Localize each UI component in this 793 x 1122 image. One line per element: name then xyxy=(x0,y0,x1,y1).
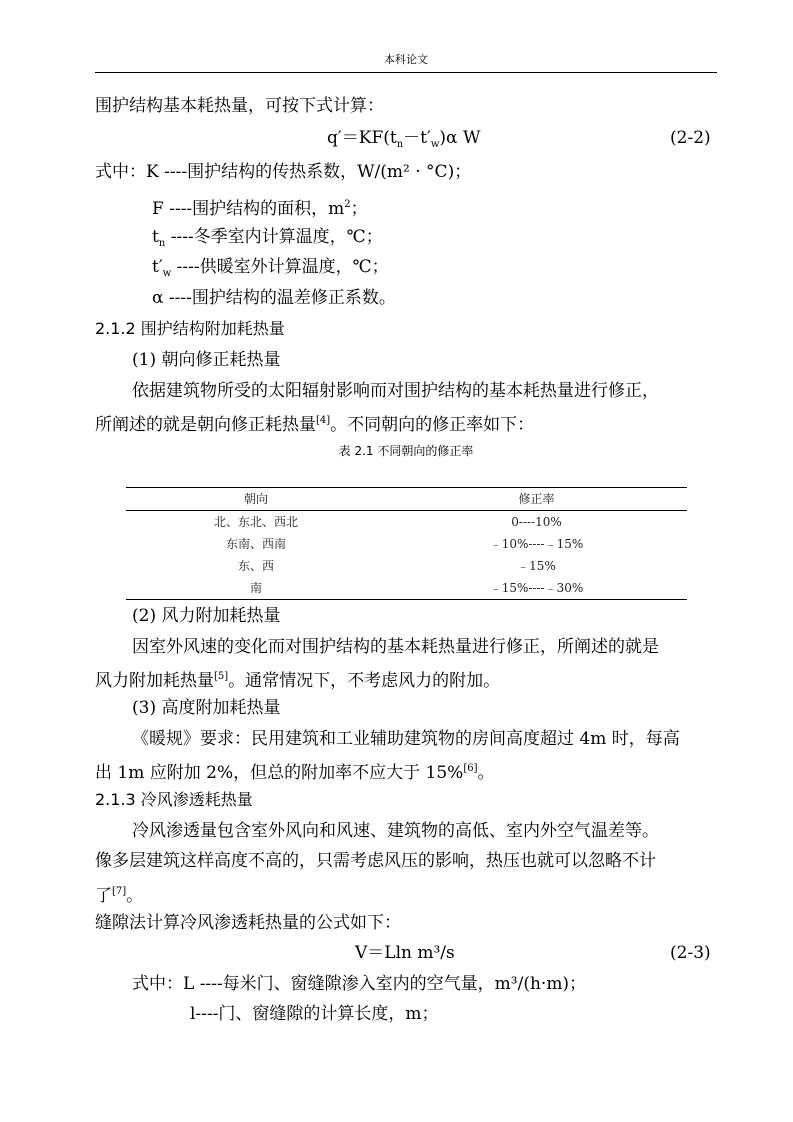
section-heading-2-1-3: 2.1.3 冷风渗透耗热量 xyxy=(95,790,253,809)
table-row xyxy=(126,511,687,534)
def-f: F ----围护结构的面积，$m^2$； xyxy=(152,199,368,219)
citation-6: [6] xyxy=(463,763,478,774)
intro-text: 围护结构基本耗热量，可按下式计算： xyxy=(95,96,384,116)
citation-4: [4] xyxy=(316,415,331,426)
item-orientation: (1) 朝向修正耗热量 xyxy=(132,350,281,370)
para-orientation-line1: 依据建筑物所受的太阳辐射影响而对围护结构的基本耗热量进行修正， xyxy=(132,381,659,401)
page-header: 本科论文 xyxy=(384,53,428,66)
citation-7: [7] xyxy=(112,886,127,897)
table-cell: 南 xyxy=(249,581,262,595)
table-cell: ﹣15%----﹣30% xyxy=(489,581,584,595)
item-height: (3) 高度附加耗热量 xyxy=(132,698,281,718)
def-tw: $t'_w$ ----供暖室外计算温度，℃； xyxy=(152,257,389,279)
column-header-correction-rate: 修正率 xyxy=(518,492,555,506)
column-header-orientation: 朝向 xyxy=(243,492,268,506)
para-infiltration-line3: 了[7]。 xyxy=(95,886,144,906)
equation-number-2-2: (2-2) xyxy=(670,128,711,148)
table-row xyxy=(126,577,687,600)
item-wind: (2) 风力附加耗热量 xyxy=(132,606,281,626)
para-crack-method: 缝隙法计算冷风渗透耗热量的公式如下： xyxy=(95,913,401,933)
table-cell: 东、西 xyxy=(237,559,274,573)
equation-number-2-3: (2-3) xyxy=(670,943,711,963)
section-heading-2-1-2: 2.1.2 围护结构附加耗热量 xyxy=(95,319,285,338)
table-cell: ﹣15% xyxy=(517,559,556,573)
table-cell: ﹣10%----﹣15% xyxy=(489,537,584,551)
para-height-line1: 《暖规》要求：民用建筑和工业辅助建筑物的房间高度超过 4m 时，每高 xyxy=(132,729,680,749)
table-row xyxy=(126,555,687,577)
para-wind-line2: 风力附加耗热量[5]。通常情况下，不考虑风力的附加。 xyxy=(95,671,501,691)
def-l-lower: l----门、窗缝隙的计算长度，m； xyxy=(190,1004,439,1024)
table-cell: 0----10% xyxy=(511,515,562,529)
equation-2-3: V＝Lln m³/s xyxy=(355,943,455,963)
table-row xyxy=(126,533,687,555)
def-alpha: α ----围护结构的温差修正系数。 xyxy=(152,288,396,308)
def-k: 式中：K ----围护结构的传热系数，W/(m² · °C)； xyxy=(95,162,472,182)
table-cell: 东南、西南 xyxy=(225,537,286,551)
def-l-upper: 式中：L ----每米门、窗缝隙渗入室内的空气量，m³/(h·m)； xyxy=(132,974,587,994)
table-cell: 北、东北、西北 xyxy=(213,515,298,529)
para-infiltration-line1: 冷风渗透量包含室外风向和风速、建筑物的高低、室内外空气温差等。 xyxy=(132,821,659,841)
table-caption: 表 2.1 不同朝向的修正率 xyxy=(338,444,474,458)
header-rule xyxy=(95,72,717,73)
para-wind-line1: 因室外风速的变化而对围护结构的基本耗热量进行修正，所阐述的就是 xyxy=(132,637,659,657)
para-orientation-line2: 所阐述的就是朝向修正耗热量[4]。不同朝向的修正率如下： xyxy=(95,415,535,435)
para-infiltration-line2: 像多层建筑这样高度不高的，只需考虑风压的影响，热压也就可以忽略不计 xyxy=(95,851,656,871)
citation-5: [5] xyxy=(214,671,229,682)
para-height-line2: 出 1m 应附加 2%，但总的附加率不应大于 15%[6]。 xyxy=(95,763,495,783)
equation-2-2: $q'=KF(t_n-t'_w)\alpha$ W xyxy=(327,128,481,150)
table-header-row xyxy=(126,488,687,511)
orientation-correction-table xyxy=(126,487,687,600)
def-tn: $t_n$ ----冬季室内计算温度，℃； xyxy=(152,227,383,249)
